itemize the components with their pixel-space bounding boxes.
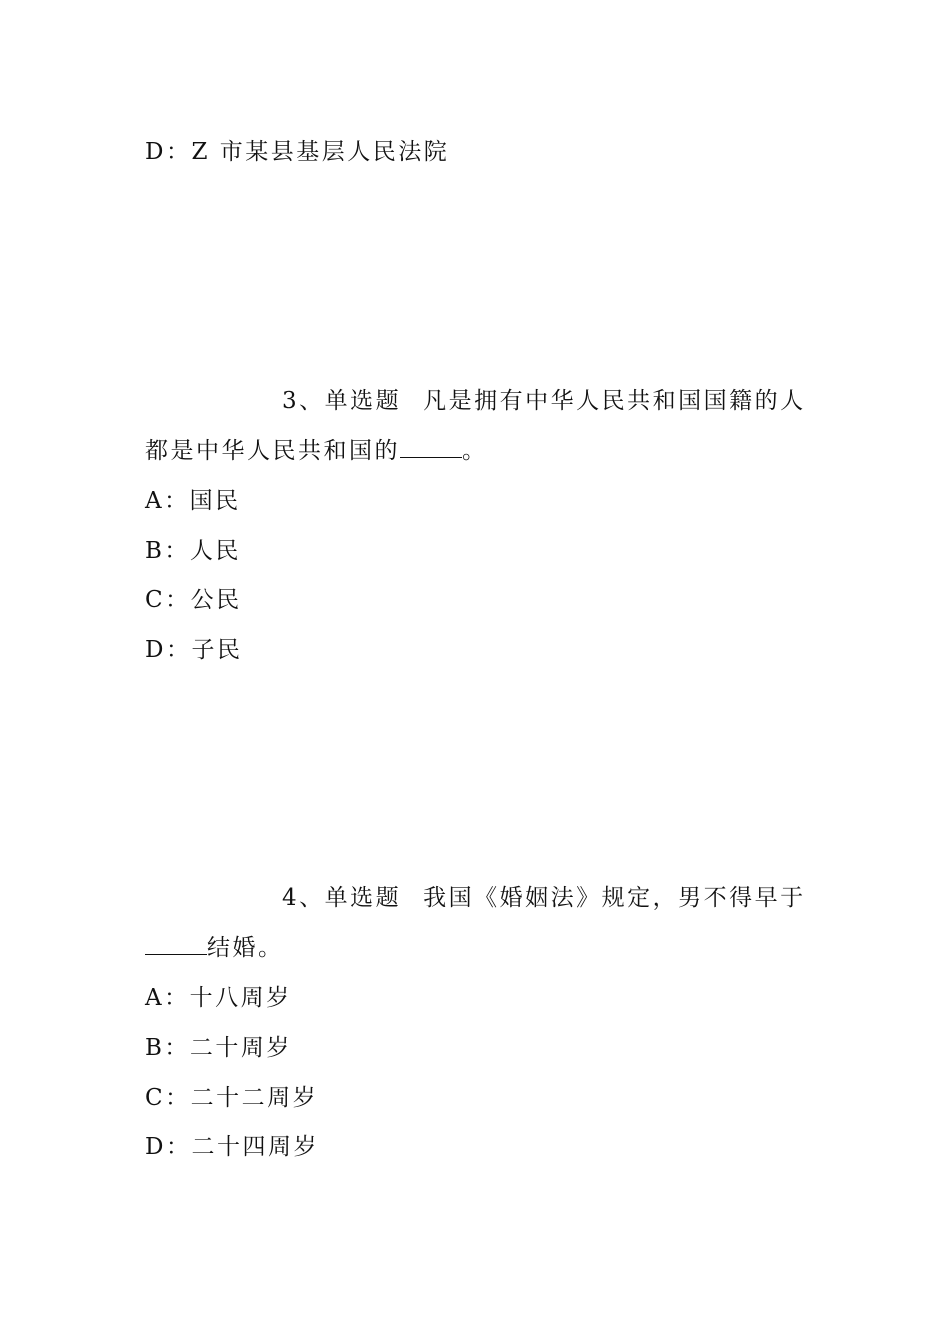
question3-stem-line2	[145, 436, 488, 466]
question3-type: 单选题	[324, 388, 402, 414]
question4-option-d: D：二十四周岁	[145, 1134, 319, 1160]
question3-number: 3、	[282, 388, 325, 414]
question3-stem-line1: 凡是拥有中华人民共和国国籍的人	[423, 388, 806, 414]
question4-stem-line1: 我国《婚姻法》规定，男不得早于	[423, 885, 806, 911]
question4-stem-after: 结婚。	[207, 935, 284, 961]
question4-number: 4、	[282, 885, 325, 911]
question4-option-a: A：十八周岁	[145, 985, 292, 1011]
prev-question-option-d: D：Z 市某县基层人民法院	[145, 139, 450, 165]
question3-option-d: D：子民	[145, 637, 243, 663]
question3-option-a: A：国民	[145, 488, 241, 514]
question4-type: 单选题	[324, 885, 402, 911]
question4-header	[282, 883, 806, 913]
question3-option-b: B：人民	[145, 538, 241, 564]
question3-stem-before: 都是中华人民共和国的	[145, 438, 400, 464]
question4-option-c: C：二十二周岁	[145, 1085, 319, 1111]
question4-option-b: B：二十周岁	[145, 1035, 292, 1061]
question3-option-c: C：公民	[145, 587, 242, 613]
question4-blank	[145, 934, 207, 955]
question3-stem-after: 。	[462, 438, 488, 464]
question3-blank	[400, 437, 462, 458]
question3-header	[282, 386, 806, 416]
question4-stem-line2	[145, 933, 284, 963]
